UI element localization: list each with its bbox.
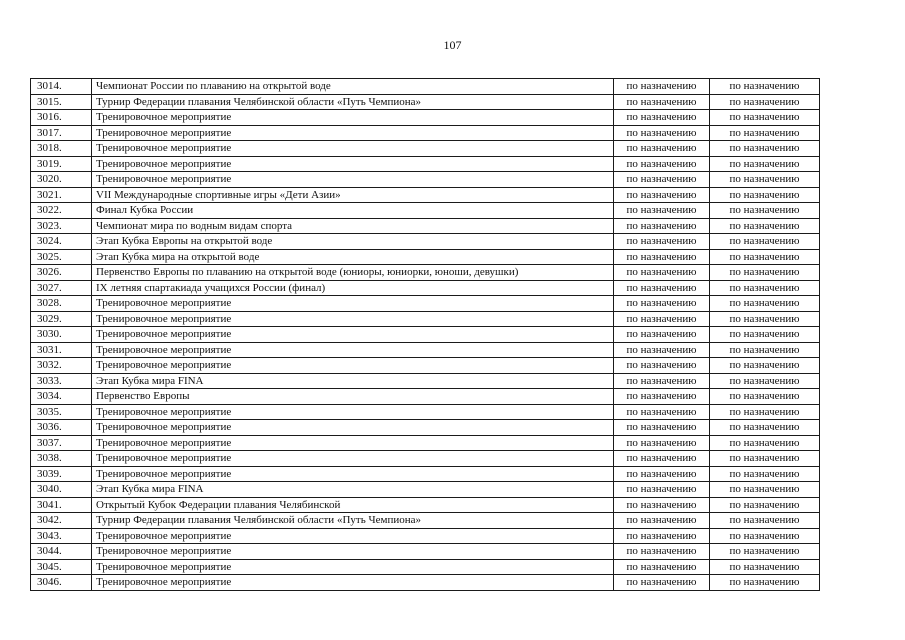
row-number-cell: 3016. bbox=[31, 110, 92, 126]
event-name-cell: Финал Кубка России bbox=[92, 203, 614, 219]
row-number-cell: 3038. bbox=[31, 451, 92, 467]
assignment-cell: по назначению bbox=[710, 156, 820, 172]
row-number-cell: 3046. bbox=[31, 575, 92, 591]
table-row bbox=[31, 296, 820, 312]
assignment-cell: по назначению bbox=[614, 311, 710, 327]
event-name-cell: Чемпионат мира по водным видам спорта bbox=[92, 218, 614, 234]
assignment-cell: по назначению bbox=[710, 404, 820, 420]
assignment-cell: по назначению bbox=[710, 218, 820, 234]
row-number-cell: 3022. bbox=[31, 203, 92, 219]
assignment-cell: по назначению bbox=[710, 141, 820, 157]
event-name-cell: Открытый Кубок Федерации плавания Челябинской bbox=[92, 497, 614, 513]
table-row bbox=[31, 327, 820, 343]
row-number-cell: 3023. bbox=[31, 218, 92, 234]
table-row bbox=[31, 280, 820, 296]
row-number-cell: 3028. bbox=[31, 296, 92, 312]
row-number-cell: 3026. bbox=[31, 265, 92, 281]
assignment-cell: по назначению bbox=[614, 141, 710, 157]
assignment-cell: по назначению bbox=[614, 559, 710, 575]
event-name-cell: Тренировочное мероприятие bbox=[92, 311, 614, 327]
assignment-cell: по назначению bbox=[614, 94, 710, 110]
assignment-cell: по назначению bbox=[710, 172, 820, 188]
table-row bbox=[31, 373, 820, 389]
assignment-cell: по назначению bbox=[614, 156, 710, 172]
assignment-cell: по назначению bbox=[710, 389, 820, 405]
row-number-cell: 3014. bbox=[31, 79, 92, 95]
events-table bbox=[30, 78, 820, 591]
event-name-cell: Тренировочное мероприятие bbox=[92, 296, 614, 312]
event-name-cell: Тренировочное мероприятие bbox=[92, 358, 614, 374]
table-row bbox=[31, 156, 820, 172]
event-name-cell: Тренировочное мероприятие bbox=[92, 404, 614, 420]
row-number-cell: 3027. bbox=[31, 280, 92, 296]
event-name-cell: Тренировочное мероприятие bbox=[92, 451, 614, 467]
assignment-cell: по назначению bbox=[710, 203, 820, 219]
event-name-cell: Первенство Европы bbox=[92, 389, 614, 405]
row-number-cell: 3025. bbox=[31, 249, 92, 265]
assignment-cell: по назначению bbox=[614, 280, 710, 296]
event-name-cell: Тренировочное мероприятие bbox=[92, 466, 614, 482]
table-row bbox=[31, 575, 820, 591]
assignment-cell: по назначению bbox=[710, 528, 820, 544]
assignment-cell: по назначению bbox=[710, 466, 820, 482]
row-number-cell: 3020. bbox=[31, 172, 92, 188]
assignment-cell: по назначению bbox=[614, 451, 710, 467]
row-number-cell: 3037. bbox=[31, 435, 92, 451]
table-row bbox=[31, 513, 820, 529]
row-number-cell: 3044. bbox=[31, 544, 92, 560]
table-row bbox=[31, 110, 820, 126]
event-name-cell: Тренировочное мероприятие bbox=[92, 172, 614, 188]
assignment-cell: по назначению bbox=[614, 110, 710, 126]
event-name-cell: Тренировочное мероприятие bbox=[92, 141, 614, 157]
table-body bbox=[31, 79, 820, 591]
assignment-cell: по назначению bbox=[614, 172, 710, 188]
assignment-cell: по назначению bbox=[710, 559, 820, 575]
assignment-cell: по назначению bbox=[710, 234, 820, 250]
table-row bbox=[31, 311, 820, 327]
assignment-cell: по назначению bbox=[710, 110, 820, 126]
table-row bbox=[31, 482, 820, 498]
row-number-cell: 3018. bbox=[31, 141, 92, 157]
row-number-cell: 3040. bbox=[31, 482, 92, 498]
table-row bbox=[31, 172, 820, 188]
table-row bbox=[31, 141, 820, 157]
assignment-cell: по назначению bbox=[614, 389, 710, 405]
table-row bbox=[31, 342, 820, 358]
assignment-cell: по назначению bbox=[614, 528, 710, 544]
row-number-cell: 3042. bbox=[31, 513, 92, 529]
row-number-cell: 3030. bbox=[31, 327, 92, 343]
assignment-cell: по назначению bbox=[614, 575, 710, 591]
assignment-cell: по назначению bbox=[614, 482, 710, 498]
event-name-cell: Тренировочное мероприятие bbox=[92, 125, 614, 141]
event-name-cell: Тренировочное мероприятие bbox=[92, 435, 614, 451]
row-number-cell: 3036. bbox=[31, 420, 92, 436]
table-row bbox=[31, 358, 820, 374]
assignment-cell: по назначению bbox=[614, 79, 710, 95]
assignment-cell: по назначению bbox=[710, 94, 820, 110]
table-row bbox=[31, 234, 820, 250]
assignment-cell: по назначению bbox=[710, 513, 820, 529]
table-row bbox=[31, 218, 820, 234]
table-row bbox=[31, 466, 820, 482]
assignment-cell: по назначению bbox=[710, 280, 820, 296]
table-row bbox=[31, 435, 820, 451]
assignment-cell: по назначению bbox=[614, 249, 710, 265]
assignment-cell: по назначению bbox=[710, 327, 820, 343]
row-number-cell: 3045. bbox=[31, 559, 92, 575]
row-number-cell: 3041. bbox=[31, 497, 92, 513]
event-name-cell: VII Международные спортивные игры «Дети Азии» bbox=[92, 187, 614, 203]
assignment-cell: по назначению bbox=[614, 342, 710, 358]
assignment-cell: по назначению bbox=[710, 497, 820, 513]
assignment-cell: по назначению bbox=[710, 296, 820, 312]
table-row bbox=[31, 451, 820, 467]
event-name-cell: Турнир Федерации плавания Челябинской области «Путь Чемпиона» bbox=[92, 513, 614, 529]
table-row bbox=[31, 497, 820, 513]
assignment-cell: по назначению bbox=[614, 435, 710, 451]
row-number-cell: 3035. bbox=[31, 404, 92, 420]
assignment-cell: по назначению bbox=[710, 79, 820, 95]
row-number-cell: 3034. bbox=[31, 389, 92, 405]
event-name-cell: Тренировочное мероприятие bbox=[92, 528, 614, 544]
assignment-cell: по назначению bbox=[614, 404, 710, 420]
event-name-cell: Тренировочное мероприятие bbox=[92, 110, 614, 126]
assignment-cell: по назначению bbox=[710, 482, 820, 498]
event-name-cell: Турнир Федерации плавания Челябинской области «Путь Чемпиона» bbox=[92, 94, 614, 110]
row-number-cell: 3033. bbox=[31, 373, 92, 389]
assignment-cell: по назначению bbox=[614, 358, 710, 374]
row-number-cell: 3024. bbox=[31, 234, 92, 250]
row-number-cell: 3029. bbox=[31, 311, 92, 327]
assignment-cell: по назначению bbox=[614, 466, 710, 482]
page-number: 107 bbox=[443, 38, 462, 52]
table-row bbox=[31, 544, 820, 560]
assignment-cell: по назначению bbox=[710, 451, 820, 467]
assignment-cell: по назначению bbox=[710, 311, 820, 327]
table-row bbox=[31, 249, 820, 265]
row-number-cell: 3043. bbox=[31, 528, 92, 544]
event-name-cell: Тренировочное мероприятие bbox=[92, 420, 614, 436]
table-row bbox=[31, 559, 820, 575]
event-name-cell: Тренировочное мероприятие bbox=[92, 156, 614, 172]
event-name-cell: Тренировочное мероприятие bbox=[92, 342, 614, 358]
assignment-cell: по назначению bbox=[614, 203, 710, 219]
assignment-cell: по назначению bbox=[710, 249, 820, 265]
event-name-cell: Этап Кубка мира FINA bbox=[92, 373, 614, 389]
event-name-cell: Тренировочное мероприятие bbox=[92, 327, 614, 343]
table-row bbox=[31, 79, 820, 95]
assignment-cell: по назначению bbox=[614, 420, 710, 436]
assignment-cell: по назначению bbox=[710, 435, 820, 451]
event-name-cell: Тренировочное мероприятие bbox=[92, 544, 614, 560]
event-name-cell: Этап Кубка Европы на открытой воде bbox=[92, 234, 614, 250]
event-name-cell: Тренировочное мероприятие bbox=[92, 575, 614, 591]
assignment-cell: по назначению bbox=[614, 218, 710, 234]
table-row bbox=[31, 265, 820, 281]
row-number-cell: 3019. bbox=[31, 156, 92, 172]
assignment-cell: по назначению bbox=[614, 234, 710, 250]
row-number-cell: 3039. bbox=[31, 466, 92, 482]
assignment-cell: по назначению bbox=[614, 544, 710, 560]
assignment-cell: по назначению bbox=[710, 187, 820, 203]
assignment-cell: по назначению bbox=[710, 544, 820, 560]
assignment-cell: по назначению bbox=[614, 327, 710, 343]
event-name-cell: Этап Кубка мира на открытой воде bbox=[92, 249, 614, 265]
table-row bbox=[31, 404, 820, 420]
table-row bbox=[31, 203, 820, 219]
event-name-cell: Первенство Европы по плаванию на открытой воде (юниоры, юниорки, юноши, девушки) bbox=[92, 265, 614, 281]
assignment-cell: по назначению bbox=[614, 125, 710, 141]
row-number-cell: 3031. bbox=[31, 342, 92, 358]
row-number-cell: 3017. bbox=[31, 125, 92, 141]
assignment-cell: по назначению bbox=[614, 296, 710, 312]
event-name-cell: Тренировочное мероприятие bbox=[92, 559, 614, 575]
row-number-cell: 3015. bbox=[31, 94, 92, 110]
table-row bbox=[31, 125, 820, 141]
assignment-cell: по назначению bbox=[614, 513, 710, 529]
table-row bbox=[31, 94, 820, 110]
assignment-cell: по назначению bbox=[710, 265, 820, 281]
assignment-cell: по назначению bbox=[710, 358, 820, 374]
row-number-cell: 3021. bbox=[31, 187, 92, 203]
assignment-cell: по назначению bbox=[614, 265, 710, 281]
assignment-cell: по назначению bbox=[614, 373, 710, 389]
assignment-cell: по назначению bbox=[614, 187, 710, 203]
table-row bbox=[31, 420, 820, 436]
assignment-cell: по назначению bbox=[710, 420, 820, 436]
table-row bbox=[31, 187, 820, 203]
assignment-cell: по назначению bbox=[710, 125, 820, 141]
table-row bbox=[31, 389, 820, 405]
event-name-cell: Этап Кубка мира FINA bbox=[92, 482, 614, 498]
assignment-cell: по назначению bbox=[614, 497, 710, 513]
event-name-cell: Чемпионат России по плаванию на открытой воде bbox=[92, 79, 614, 95]
assignment-cell: по назначению bbox=[710, 373, 820, 389]
row-number-cell: 3032. bbox=[31, 358, 92, 374]
event-name-cell: IX летняя спартакиада учащихся России (финал) bbox=[92, 280, 614, 296]
table-row bbox=[31, 528, 820, 544]
assignment-cell: по назначению bbox=[710, 575, 820, 591]
assignment-cell: по назначению bbox=[710, 342, 820, 358]
